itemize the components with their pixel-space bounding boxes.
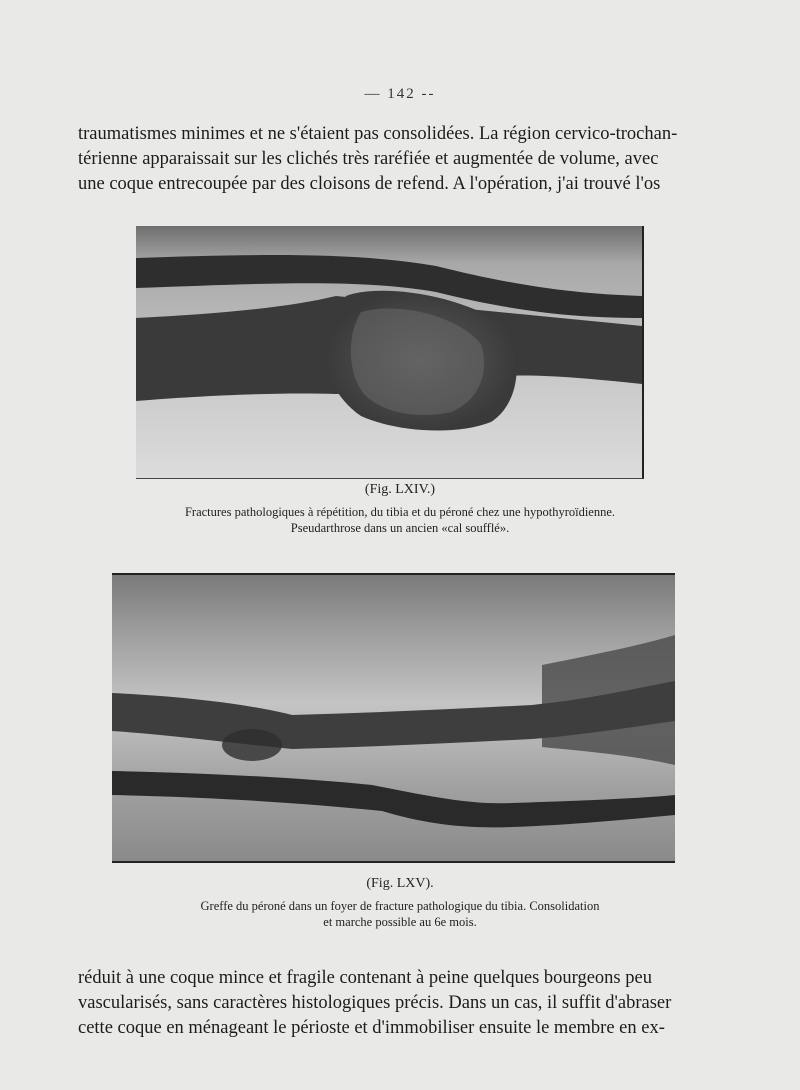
text-line: traumatismes minimes et ne s'étaient pas consolidées. La région cervico-trochan- (78, 124, 678, 144)
text-line: cette coque en ménageant le périoste et d'immobiliser ensuite le membre en ex- (78, 1018, 665, 1038)
figure-label: (Fig. LXV). (366, 876, 434, 891)
xray-image (112, 575, 675, 861)
xray-figure-lxv (112, 573, 675, 863)
xray-image (136, 226, 642, 478)
figure-caption (0, 504, 800, 536)
figure-label: (Fig. LXIV.) (364, 482, 436, 497)
bottom-paragraph (78, 966, 720, 1041)
text-line: vascularisés, sans caractères histologiques précis. Dans un cas, il suffit d'abraser (78, 993, 672, 1013)
page-number: — 142 -- (364, 86, 436, 102)
caption-line: Fractures pathologiques à répétition, du tibia et du péroné chez une hypothyroïdienne. (184, 505, 616, 519)
caption-line: Greffe du péroné dans un foyer de fracture pathologique du tibia. Consolidation (200, 899, 600, 913)
text-line: térienne apparaissait sur les clichés très raréfiée et augmentée de volume, avec (78, 149, 659, 169)
figure-caption (0, 898, 800, 930)
caption-line: et marche possible au 6e mois. (323, 915, 477, 929)
caption-line: Pseudarthrose dans un ancien «cal soufflé». (290, 521, 510, 535)
text-line: réduit à une coque mince et fragile contenant à peine quelques bourgeons peu (78, 968, 652, 988)
top-paragraph (78, 122, 720, 197)
xray-figure-lxiv (136, 226, 644, 479)
text-line: une coque entrecoupée par des cloisons de refend. A l'opération, j'ai trouvé l'os (78, 174, 661, 194)
